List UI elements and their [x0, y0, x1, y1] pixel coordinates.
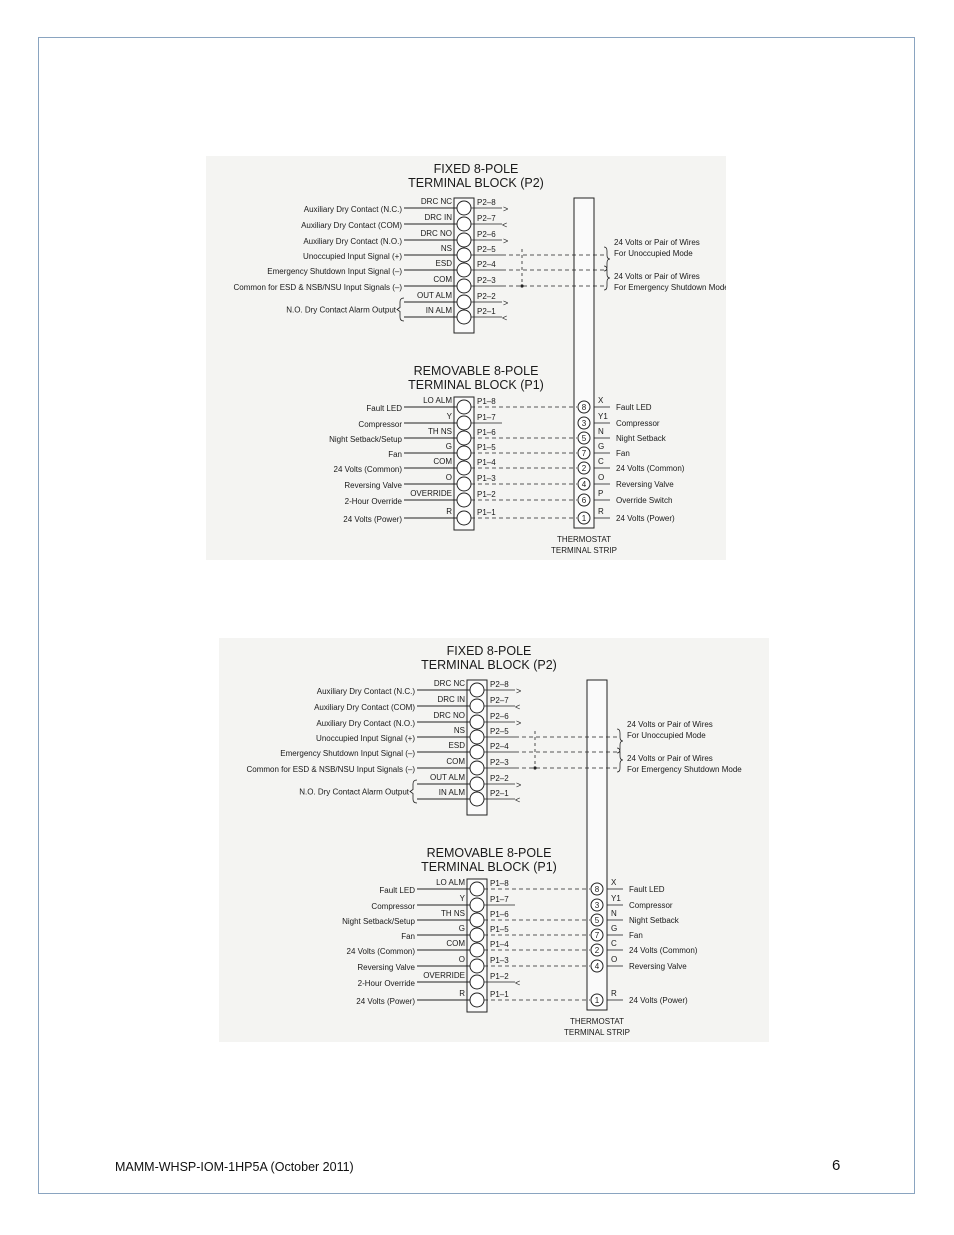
- p2-input-label: Auxiliary Dry Contact (N.C.): [303, 205, 402, 214]
- p1-terminal-tag: OVERRIDE: [410, 489, 452, 498]
- p2-pin-label: P2–8: [477, 198, 496, 207]
- arrow-out-icon: >: [503, 204, 509, 214]
- arrow-in-icon: <: [502, 220, 508, 230]
- arrow-out-icon: >: [516, 686, 522, 696]
- thermostat-terminal-code: X: [611, 878, 617, 887]
- thermostat-terminal-number: 8: [594, 885, 600, 894]
- thermostat-terminal-number: 1: [581, 514, 587, 523]
- p1-input-label: 2-Hour Override: [357, 979, 415, 988]
- p1-input-label: Compressor: [358, 420, 402, 429]
- p2-title-line2: TERMINAL BLOCK (P2): [408, 176, 544, 190]
- p1-pin-label: P1–6: [477, 428, 496, 437]
- thermostat-terminal-code: P: [598, 489, 604, 498]
- p2-pin-label: P2–5: [477, 245, 496, 254]
- p1-terminal-circle: [470, 959, 484, 973]
- p1-pin-label: P1–5: [477, 443, 496, 452]
- thermostat-terminal-number: 4: [581, 480, 587, 489]
- p1-pin-label: P1–4: [490, 940, 509, 949]
- footer-document-id: MAMM-WHSP-IOM-1HP5A (October 2011): [115, 1160, 354, 1174]
- p1-terminal-circle: [457, 446, 471, 460]
- p2-terminal-circle: [470, 730, 484, 744]
- thermostat-terminal-desc: 24 Volts (Common): [616, 464, 685, 473]
- arrow-out-icon: >: [516, 780, 522, 790]
- p1-pin-label: P1–2: [477, 490, 496, 499]
- p1-terminal-tag: LO ALM: [436, 878, 465, 887]
- thermostat-terminal-number: 5: [594, 916, 600, 925]
- p1-input-label: Reversing Valve: [344, 481, 402, 490]
- p2-input-label: Unoccupied Input Signal (+): [316, 734, 415, 743]
- p1-terminal-tag: OVERRIDE: [423, 971, 465, 980]
- wire-note-shutdown-line2: For Emergency Shutdown Mode: [627, 765, 742, 774]
- thermostat-terminal-desc: Compressor: [629, 901, 673, 910]
- thermostat-terminal-desc: Compressor: [616, 419, 660, 428]
- p1-title-line2: TERMINAL BLOCK (P1): [421, 860, 557, 874]
- thermostat-terminal-number: 2: [581, 464, 587, 473]
- p2-terminal-circle: [457, 295, 471, 309]
- thermostat-terminal-number: 3: [581, 419, 587, 428]
- p1-input-label: Night Setback/Setup: [329, 435, 402, 444]
- p1-terminal-circle: [457, 511, 471, 525]
- thermostat-terminal-code: Y1: [598, 412, 608, 421]
- p2-terminal-tag: COM: [446, 757, 465, 766]
- strip-label-line1: THERMOSTAT: [557, 535, 611, 544]
- thermostat-terminal-desc: Override Switch: [616, 496, 673, 505]
- thermostat-terminal-desc: Fan: [616, 449, 630, 458]
- strip-label-line2: TERMINAL STRIP: [551, 546, 617, 555]
- thermostat-terminal-desc: Fault LED: [629, 885, 665, 894]
- arrow-in-icon: <: [502, 313, 508, 323]
- p2-terminal-tag: IN ALM: [425, 306, 452, 315]
- p2-pin-label: P2–1: [477, 307, 496, 316]
- p1-terminal-circle: [457, 461, 471, 475]
- p2-terminal-circle: [457, 279, 471, 293]
- p1-title-line2: TERMINAL BLOCK (P1): [408, 378, 544, 392]
- arrow-out-icon: >: [516, 718, 522, 728]
- thermostat-terminal-number: 3: [594, 901, 600, 910]
- p2-terminal-tag: ESD: [448, 741, 465, 750]
- p1-input-label: Fault LED: [379, 886, 415, 895]
- p1-pin-label: P1–3: [477, 474, 496, 483]
- arrow-in-icon: <: [515, 795, 521, 805]
- p1-terminal-tag: Y: [446, 412, 452, 421]
- p1-terminal-circle: [457, 431, 471, 445]
- p1-terminal-circle: [470, 882, 484, 896]
- p1-terminal-circle: [470, 993, 484, 1007]
- thermostat-terminal-desc: Fan: [629, 931, 643, 940]
- diagram-svg: [219, 638, 769, 1042]
- p1-terminal-tag: TH NS: [428, 427, 452, 436]
- thermostat-terminal-desc: Reversing Valve: [629, 962, 687, 971]
- p2-terminal-tag: OUT ALM: [430, 773, 465, 782]
- alarm-output-label: N.O. Dry Contact Alarm Output: [286, 305, 396, 315]
- p1-input-label: Fault LED: [366, 404, 402, 413]
- p2-terminal-tag: DRC NC: [420, 197, 452, 206]
- p1-terminal-circle: [457, 416, 471, 430]
- p2-pin-label: P2–1: [490, 789, 509, 798]
- p2-pin-label: P2–3: [477, 276, 496, 285]
- wire-note-shutdown-line1: 24 Volts or Pair of Wires: [627, 754, 713, 763]
- p2-pin-label: P2–3: [490, 758, 509, 767]
- p2-terminal-circle: [470, 777, 484, 791]
- p1-input-label: 24 Volts (Common): [346, 947, 415, 956]
- thermostat-terminal-code: Y1: [611, 894, 621, 903]
- p1-input-label: 24 Volts (Power): [356, 997, 415, 1006]
- p2-terminal-tag: OUT ALM: [417, 291, 452, 300]
- strip-label-line2: TERMINAL STRIP: [564, 1028, 630, 1037]
- wire-note-shutdown-line1: 24 Volts or Pair of Wires: [614, 272, 700, 281]
- p2-pin-label: P2–7: [477, 214, 496, 223]
- p1-terminal-circle: [470, 913, 484, 927]
- p2-input-label: Auxiliary Dry Contact (N.O.): [303, 237, 402, 246]
- p2-input-label: Common for ESD & NSB/NSU Input Signals (–): [246, 765, 415, 774]
- p2-terminal-tag: NS: [440, 244, 452, 253]
- p1-pin-label: P1–1: [490, 990, 509, 999]
- p2-pin-label: P2–4: [477, 260, 496, 269]
- p1-input-label: Night Setback/Setup: [342, 917, 415, 926]
- p1-terminal-circle: [457, 400, 471, 414]
- p1-input-label: 24 Volts (Power): [343, 515, 402, 524]
- thermostat-terminal-number: 5: [581, 434, 587, 443]
- p2-terminal-circle: [457, 310, 471, 324]
- p1-terminal-tag: LO ALM: [423, 396, 452, 405]
- p1-pin-label: P1–7: [490, 895, 509, 904]
- wiring-diagram-bottom: [219, 638, 769, 1042]
- p2-pin-label: P2–6: [477, 230, 496, 239]
- p1-terminal-tag: O: [445, 473, 452, 482]
- arrow-out-icon: >: [503, 236, 509, 246]
- alarm-output-label: N.O. Dry Contact Alarm Output: [299, 787, 409, 797]
- p1-title-line1: REMOVABLE 8-POLE: [413, 364, 539, 378]
- p1-terminal-tag: COM: [433, 457, 452, 466]
- thermostat-terminal-code: X: [598, 396, 604, 405]
- p1-input-label: Compressor: [371, 902, 415, 911]
- p1-input-label: 2-Hour Override: [344, 497, 402, 506]
- p1-input-label: 24 Volts (Common): [333, 465, 402, 474]
- thermostat-terminal-number: 8: [581, 403, 587, 412]
- p2-title-line2: TERMINAL BLOCK (P2): [421, 658, 557, 672]
- p1-pin-label: P1–8: [477, 397, 496, 406]
- p2-input-label: Auxiliary Dry Contact (N.O.): [316, 719, 415, 728]
- p2-input-label: Unoccupied Input Signal (+): [303, 252, 402, 261]
- p1-terminal-tag: O: [458, 955, 465, 964]
- p1-terminal-circle: [470, 943, 484, 957]
- wire-note-unoccupied-line1: 24 Volts or Pair of Wires: [627, 720, 713, 729]
- thermostat-terminal-number: 6: [581, 496, 587, 505]
- p1-input-label: Reversing Valve: [357, 963, 415, 972]
- p2-terminal-circle: [470, 792, 484, 806]
- p1-pin-label: P1–1: [477, 508, 496, 517]
- p2-terminal-tag: DRC NO: [433, 711, 465, 720]
- p2-terminal-circle: [470, 683, 484, 697]
- p2-terminal-circle: [457, 263, 471, 277]
- p2-pin-label: P2–5: [490, 727, 509, 736]
- p2-input-label: Auxiliary Dry Contact (N.C.): [316, 687, 415, 696]
- p2-terminal-circle: [470, 699, 484, 713]
- p1-terminal-tag: G: [458, 924, 465, 933]
- p2-input-label: Auxiliary Dry Contact (COM): [301, 221, 402, 230]
- thermostat-terminal-code: G: [598, 442, 605, 451]
- p1-input-label: Fan: [401, 932, 415, 941]
- p1-title-line1: REMOVABLE 8-POLE: [426, 846, 552, 860]
- strip-label-line1: THERMOSTAT: [570, 1017, 624, 1026]
- p2-input-label: Auxiliary Dry Contact (COM): [314, 703, 415, 712]
- p2-input-label: Emergency Shutdown Input Signal (–): [267, 267, 402, 276]
- thermostat-terminal-code: C: [611, 939, 617, 948]
- arrow-in-icon: <: [515, 978, 521, 988]
- p2-terminal-tag: DRC NO: [420, 229, 452, 238]
- p2-title-line1: FIXED 8-POLE: [446, 644, 532, 658]
- p1-terminal-tag: COM: [446, 939, 465, 948]
- thermostat-terminal-number: 7: [581, 449, 587, 458]
- thermostat-terminal-code: O: [611, 955, 618, 964]
- thermostat-terminal-number: 4: [594, 962, 600, 971]
- thermostat-terminal-code: N: [611, 909, 617, 918]
- footer-page-number: 6: [832, 1157, 841, 1174]
- wire-note-unoccupied-line2: For Unoccupied Mode: [614, 249, 693, 258]
- p2-terminal-circle: [457, 201, 471, 215]
- p2-input-label: Emergency Shutdown Input Signal (–): [280, 749, 415, 758]
- thermostat-terminal-number: 2: [594, 946, 600, 955]
- p2-terminal-tag: NS: [453, 726, 465, 735]
- p2-terminal-tag: DRC IN: [424, 213, 452, 222]
- thermostat-terminal-code: N: [598, 427, 604, 436]
- thermostat-terminal-code: G: [611, 924, 618, 933]
- thermostat-terminal-desc: Night Setback: [629, 916, 679, 925]
- thermostat-terminal-code: R: [611, 989, 617, 998]
- p2-title-line1: FIXED 8-POLE: [433, 162, 519, 176]
- p2-terminal-circle: [457, 217, 471, 231]
- p1-terminal-circle: [470, 928, 484, 942]
- thermostat-terminal-number: 1: [594, 996, 600, 1005]
- p1-pin-label: P1–2: [490, 972, 509, 981]
- p1-terminal-tag: R: [446, 507, 452, 516]
- thermostat-terminal-desc: 24 Volts (Power): [616, 514, 675, 523]
- p1-pin-label: P1–3: [490, 956, 509, 965]
- p1-pin-label: P1–6: [490, 910, 509, 919]
- wire-note-shutdown-line2: For Emergency Shutdown Mode: [614, 283, 726, 292]
- p2-terminal-tag: COM: [433, 275, 452, 284]
- p1-terminal-tag: G: [445, 442, 452, 451]
- diagram-svg: [206, 156, 726, 560]
- arrow-in-icon: <: [515, 702, 521, 712]
- p1-input-label: Fan: [388, 450, 402, 459]
- p1-terminal-tag: R: [459, 989, 465, 998]
- thermostat-terminal-code: R: [598, 507, 604, 516]
- thermostat-terminal-desc: 24 Volts (Power): [629, 996, 688, 1005]
- thermostat-terminal-desc: Fault LED: [616, 403, 652, 412]
- p2-pin-label: P2–2: [477, 292, 496, 301]
- p2-terminal-tag: ESD: [435, 259, 452, 268]
- thermostat-terminal-desc: 24 Volts (Common): [629, 946, 698, 955]
- wiring-diagram-top: [206, 156, 726, 560]
- p1-terminal-circle: [470, 975, 484, 989]
- p2-terminal-circle: [470, 745, 484, 759]
- p2-terminal-circle: [470, 761, 484, 775]
- p2-terminal-tag: IN ALM: [438, 788, 465, 797]
- p1-terminal-circle: [457, 477, 471, 491]
- wire-note-unoccupied-line1: 24 Volts or Pair of Wires: [614, 238, 700, 247]
- p2-pin-label: P2–2: [490, 774, 509, 783]
- p2-terminal-tag: DRC IN: [437, 695, 465, 704]
- p1-terminal-circle: [457, 493, 471, 507]
- p1-pin-label: P1–4: [477, 458, 496, 467]
- thermostat-terminal-code: O: [598, 473, 605, 482]
- wire-note-unoccupied-line2: For Unoccupied Mode: [627, 731, 706, 740]
- p1-terminal-tag: Y: [459, 894, 465, 903]
- p2-pin-label: P2–7: [490, 696, 509, 705]
- thermostat-terminal-desc: Night Setback: [616, 434, 666, 443]
- p2-terminal-circle: [457, 248, 471, 262]
- p2-input-label: Common for ESD & NSB/NSU Input Signals (–): [233, 283, 402, 292]
- thermostat-terminal-code: C: [598, 457, 604, 466]
- p2-pin-label: P2–8: [490, 680, 509, 689]
- p1-pin-label: P1–8: [490, 879, 509, 888]
- p1-pin-label: P1–5: [490, 925, 509, 934]
- thermostat-terminal-desc: Reversing Valve: [616, 480, 674, 489]
- p2-terminal-circle: [457, 233, 471, 247]
- p1-terminal-tag: TH NS: [441, 909, 465, 918]
- p2-pin-label: P2–6: [490, 712, 509, 721]
- p2-terminal-tag: DRC NC: [433, 679, 465, 688]
- p1-terminal-circle: [470, 898, 484, 912]
- thermostat-terminal-number: 7: [594, 931, 600, 940]
- p2-terminal-circle: [470, 715, 484, 729]
- p1-pin-label: P1–7: [477, 413, 496, 422]
- p2-pin-label: P2–4: [490, 742, 509, 751]
- arrow-out-icon: >: [503, 298, 509, 308]
